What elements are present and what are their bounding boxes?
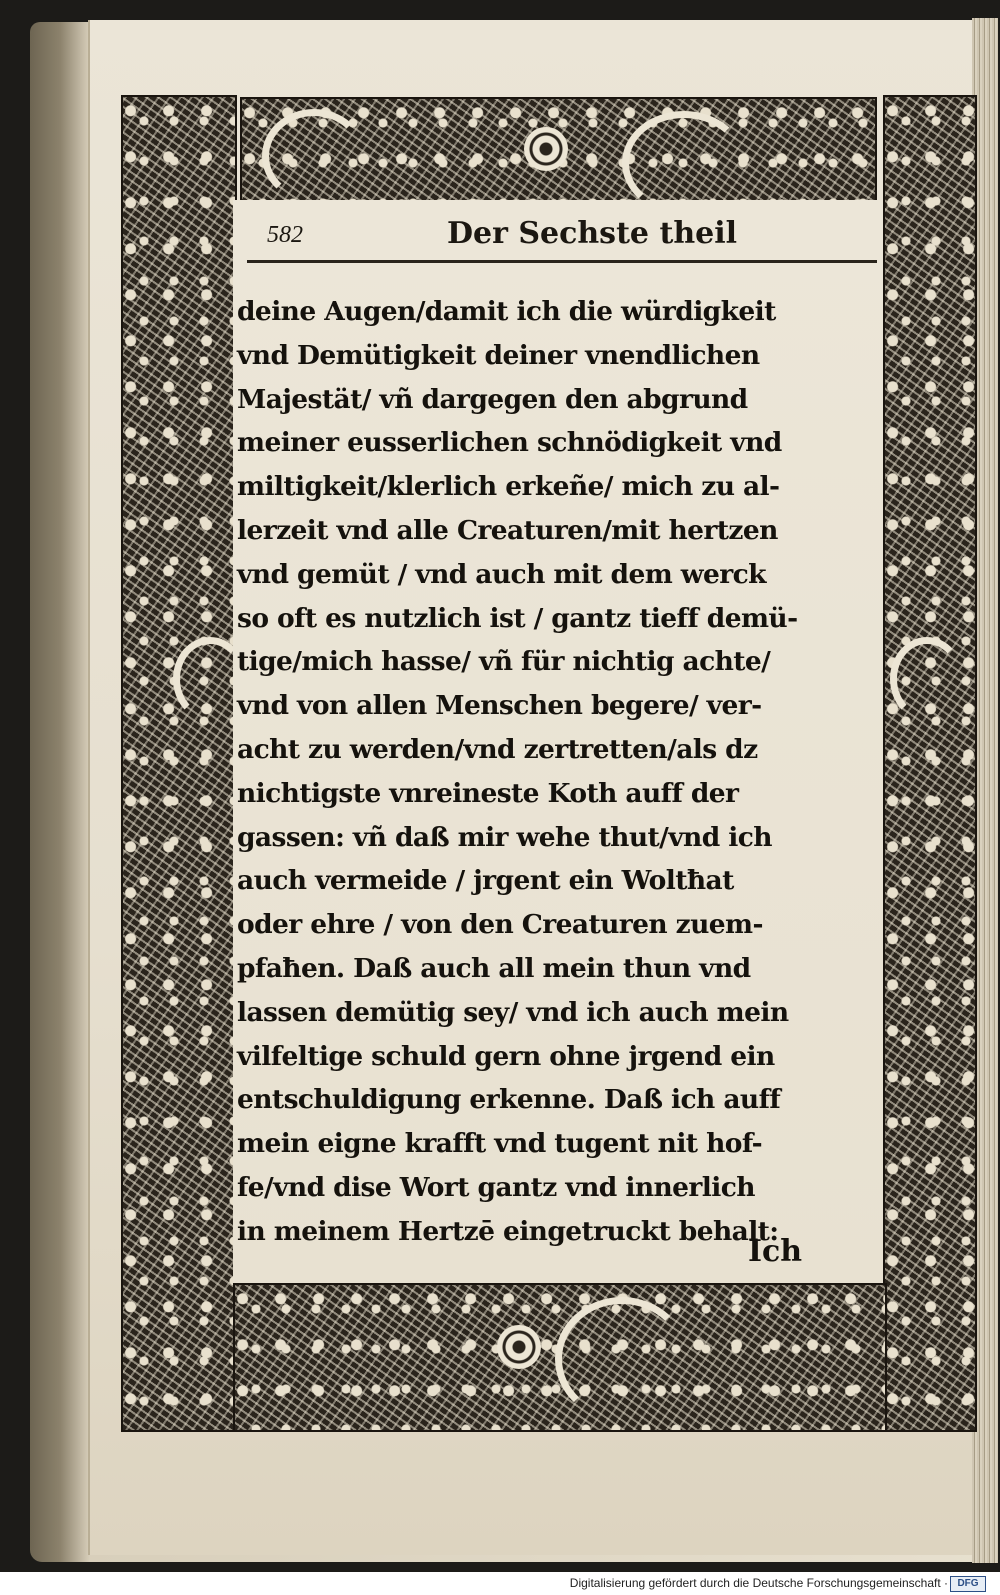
folio-number: 582 (267, 222, 303, 248)
text-line: mein eigne krafft vnd tugent nit hof- (237, 1128, 763, 1160)
header-rule (247, 260, 877, 263)
dfg-logo: DFG (950, 1576, 986, 1592)
footer-bar (0, 1572, 1000, 1595)
running-title: Der Sechste theil (447, 216, 738, 251)
funding-credit: Digitalisierung gefördert durch die Deutsche Forschungsgemeinschaft · (569, 1576, 948, 1590)
text-line: lassen demütig sey/ vnd ich auch mein (237, 996, 789, 1028)
page-header (247, 212, 867, 262)
text-line: tige/mich hasse/ vñ für nichtig achte/ (237, 646, 771, 678)
text-line: vnd Demütigkeit deiner vnendlichen (237, 339, 760, 371)
scroll-ornament (555, 1297, 689, 1421)
text-line: deine Augen/damit ich die würdigkeit (237, 296, 776, 327)
rosette-ornament (497, 1325, 541, 1369)
woodcut-border-left (121, 95, 237, 1432)
text-line: vilfeltige schuld gern ohne jrgend ein (237, 1040, 775, 1072)
text-line: meiner eusserlichen schnödigkeit vnd (237, 427, 782, 459)
scroll-ornament (262, 109, 366, 203)
woodcut-border-top (240, 97, 877, 204)
text-line: miltigkeit/klerlich erkeñe/ mich zu al- (237, 471, 780, 503)
text-line: vnd von allen Menschen begere/ ver- (237, 690, 762, 722)
scroll-ornament (890, 637, 964, 721)
text-line: vnd gemüt / vnd auch mit dem werck (237, 558, 766, 590)
text-line: gassen: vñ daß mir wehe thut/vnd ich (237, 821, 772, 853)
text-line: fe/vnd dise Wort gantz vnd innerlich (237, 1171, 755, 1203)
catchword: Ich (748, 1234, 803, 1269)
rosette-ornament (524, 127, 568, 171)
text-line: in meinem Hertzē eingetruckt behalt: (237, 1215, 779, 1247)
woodcut-border-right (883, 95, 977, 1432)
text-line: auch vermeide / jrgent ein Woltħat (237, 865, 734, 897)
text-line: lerzeit vnd alle Creaturen/mit hertzen (237, 514, 778, 546)
text-line: acht zu werden/vnd zertretten/als dz (237, 733, 758, 765)
text-line: Majestät/ vñ dargegen den abgrund (237, 383, 748, 415)
body-text (237, 290, 877, 1254)
text-line: nichtigste vnreineste Koth auff der (237, 777, 739, 809)
text-line: oder ehre / von den Creaturen zuem- (237, 909, 763, 941)
text-line: entschuldigung erkenne. Daß ich auff (237, 1084, 781, 1116)
text-line: so oft es nutzlich ist / gantz tieff demü- (237, 602, 798, 634)
woodcut-border-bottom (233, 1283, 887, 1432)
text-line: pfaħen. Daß auch all mein thun vnd (237, 952, 751, 984)
